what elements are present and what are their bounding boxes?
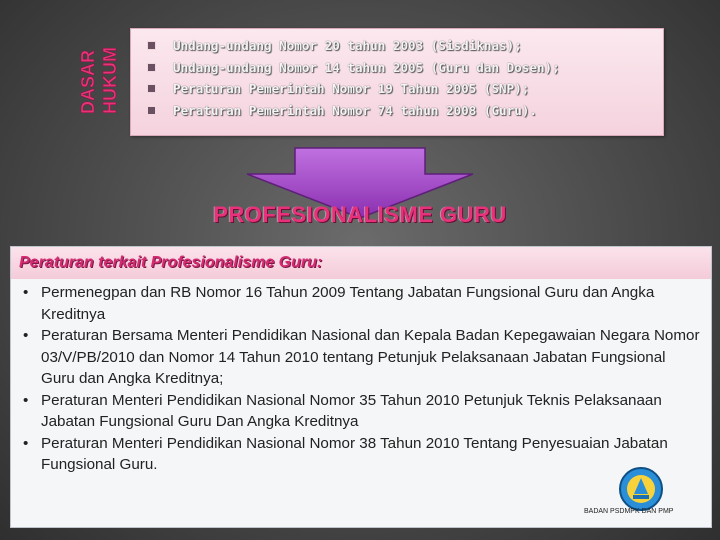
regulations-heading: Peraturan terkait Profesionalisme Guru: [11,247,711,279]
side-title-dasar-hukum [70,18,130,118]
footer-text: BADAN PSDMPK DAN PMP [584,508,674,515]
square-bullet-icon [147,63,156,72]
legal-basis-text: Undang-undang Nomor 20 tahun 2003 (Sisdiknas); [173,38,522,53]
legal-basis-item [145,57,663,79]
regulation-text: Peraturan Bersama Menteri Pendidikan Nasional dan Kepala Badan Kepegawaian Negara Nomor 03/V/PB/2010 dan Nomor 14 Tahun 2010 tentang Petunjuk Pelaksanaan Jabatan Fungsional Guru dan Angka Kreditnya; [41,327,700,387]
bullet-icon: • [23,434,29,452]
legal-basis-text: Peraturan Pemerintah Nomor 19 Tahun 2005 (SNP); [173,81,530,96]
regulation-text: Peraturan Menteri Pendidikan Nasional Nomor 38 Tahun 2010 Tentang Penyesuaian Jabatan Fungsional Guru. [41,434,668,473]
regulation-item [17,390,701,433]
regulations-list [11,279,711,476]
regulation-item [17,282,701,325]
regulation-text: Peraturan Menteri Pendidikan Nasional Nomor 35 Tahun 2010 Petunjuk Teknis Pelaksanaan Jabatan Fungsional Guru Dan Angka Kreditnya [41,391,662,430]
regulation-text: Permenegpan dan RB Nomor 16 Tahun 2009 Tentang Jabatan Fungsional Guru dan Angka Kreditnya [41,284,655,323]
legal-basis-item [145,78,663,100]
legal-basis-item [145,35,663,57]
main-title: PROFESIONALISME GURU [213,202,507,227]
regulation-item [17,325,701,390]
tut-wuri-handayani-logo-icon [618,466,664,512]
legal-basis-item [145,100,663,122]
side-title-line2: HUKUM [100,47,120,114]
square-bullet-icon [147,41,156,50]
legal-basis-list [131,29,663,121]
legal-basis-box [130,28,664,136]
bullet-icon: • [23,391,29,409]
legal-basis-text: Undang-undang Nomor 14 tahun 2005 (Guru dan Dosen); [173,59,560,75]
side-title-line1: DASAR [78,49,98,114]
regulations-box [10,246,712,528]
square-bullet-icon [147,106,156,115]
bullet-icon: • [23,284,29,301]
square-bullet-icon [147,84,156,93]
legal-basis-text: Peraturan Pemerintah Nomor 74 tahun 2008 (Guru). [173,102,537,118]
regulation-item [17,433,701,476]
bullet-icon: • [23,327,29,344]
